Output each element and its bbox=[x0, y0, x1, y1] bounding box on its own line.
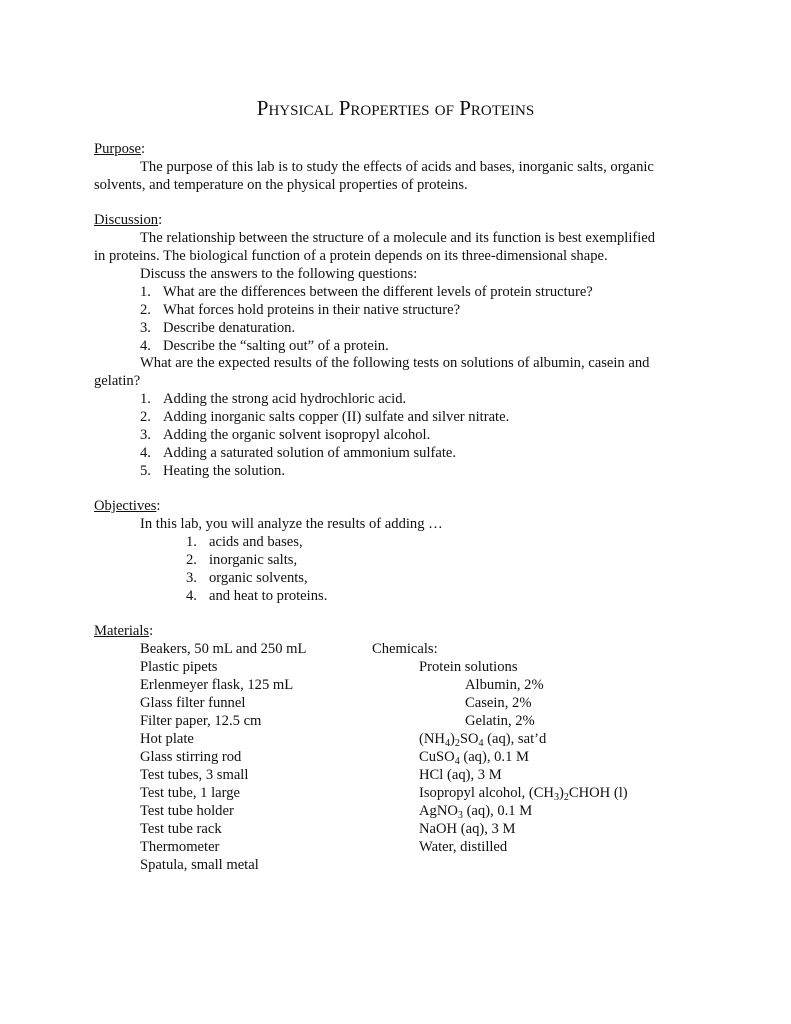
chemical-item-copper-sulfate: CuSO$_4$ (aq), 0.1 M bbox=[419, 749, 529, 767]
test-text: Heating the solution. bbox=[163, 463, 286, 479]
discussion-line-1: The relationship between the structure of a molecule and its function is best exemplified bbox=[140, 230, 656, 246]
discussion-heading-text: Discussion bbox=[94, 212, 159, 228]
chemical-item-water: Water, distilled bbox=[419, 839, 508, 855]
equipment-item: Plastic pipets bbox=[140, 659, 218, 675]
question-text: What forces hold proteins in their native structure? bbox=[163, 302, 461, 318]
objective-text: inorganic salts, bbox=[209, 552, 298, 568]
objective-item: 3. organic solvents, bbox=[186, 570, 308, 586]
protein-solutions-label: Protein solutions bbox=[419, 659, 518, 675]
discussion-heading: Discussion: bbox=[94, 212, 163, 228]
discussion-line-2: in proteins. The biological function of a protein depends on its three-dimensional shape. bbox=[94, 248, 608, 264]
test-text: Adding inorganic salts copper (II) sulfate and silver nitrate. bbox=[163, 409, 510, 425]
objective-item: 4. and heat to proteins. bbox=[186, 588, 328, 604]
objective-text: and heat to proteins. bbox=[209, 588, 328, 604]
question-text: What are the differences between the different levels of protein structure? bbox=[163, 284, 593, 300]
equipment-item: Hot plate bbox=[140, 731, 194, 747]
purpose-heading-text: Purpose bbox=[94, 141, 142, 157]
equipment-item: Glass stirring rod bbox=[140, 749, 242, 765]
test-item: 5. Heating the solution. bbox=[140, 463, 286, 479]
purpose-heading: Purpose: bbox=[94, 141, 146, 157]
question-text: Describe denaturation. bbox=[163, 320, 296, 336]
test-item: 4. Adding a saturated solution of ammonium sulfate. bbox=[140, 445, 457, 461]
equipment-item: Glass filter funnel bbox=[140, 695, 246, 711]
materials-heading: Materials: bbox=[94, 623, 154, 639]
protein-item: Casein, 2% bbox=[465, 695, 532, 711]
equipment-item: Test tube holder bbox=[140, 803, 234, 819]
discussion-prompt-2-cont: gelatin? bbox=[94, 373, 141, 389]
question-item: 1. What are the differences between the different levels of protein structure? bbox=[140, 284, 593, 300]
equipment-item: Test tube, 1 large bbox=[140, 785, 241, 801]
discussion-prompt-2: What are the expected results of the following tests on solutions of albumin, casein and bbox=[140, 355, 650, 371]
question-item: 3. Describe denaturation. bbox=[140, 320, 296, 336]
test-text: Adding the organic solvent isopropyl alcohol. bbox=[163, 427, 431, 443]
test-text: Adding a saturated solution of ammonium sulfate. bbox=[163, 445, 457, 461]
equipment-item: Test tube rack bbox=[140, 821, 222, 837]
equipment-item: Beakers, 50 mL and 250 mL bbox=[140, 641, 307, 657]
protein-item: Albumin, 2% bbox=[465, 677, 544, 693]
equipment-item: Filter paper, 12.5 cm bbox=[140, 713, 262, 729]
purpose-line-1: The purpose of this lab is to study the effects of acids and bases, inorganic salts, organic bbox=[140, 159, 654, 175]
objective-text: organic solvents, bbox=[209, 570, 308, 586]
question-item: 4. Describe the “salting out” of a protein. bbox=[140, 338, 389, 354]
chemical-item-ammonium-sulfate: $(NH_4)_2SO_4$ (aq), sat’d bbox=[419, 731, 547, 749]
test-text: Adding the strong acid hydrochloric acid. bbox=[163, 391, 407, 407]
chemical-item-naoh: NaOH (aq), 3 M bbox=[419, 821, 516, 837]
chemical-item-isopropyl: Isopropyl alcohol, $(CH_3)_2CHOH$ (l) bbox=[419, 785, 628, 803]
equipment-item: Thermometer bbox=[140, 839, 220, 855]
equipment-item: Test tubes, 3 small bbox=[140, 767, 249, 783]
question-text: Describe the “salting out” of a protein. bbox=[163, 338, 389, 354]
test-item: 3. Adding the organic solvent isopropyl alcohol. bbox=[140, 427, 431, 443]
test-item: 1. Adding the strong acid hydrochloric acid. bbox=[140, 391, 407, 407]
page-title: Physical Properties of Proteins bbox=[256, 96, 535, 120]
discussion-prompt-1: Discuss the answers to the following questions: bbox=[140, 266, 418, 282]
objectives-heading: Objectives: bbox=[94, 498, 161, 514]
purpose-line-2: solvents, and temperature on the physical properties of proteins. bbox=[94, 177, 468, 193]
chemical-item-hcl: HCl (aq), 3 M bbox=[419, 767, 502, 783]
materials-heading-text: Materials bbox=[94, 623, 150, 639]
equipment-item: Spatula, small metal bbox=[140, 857, 259, 873]
objectives-intro: In this lab, you will analyze the results of adding … bbox=[140, 516, 443, 532]
objective-item: 1. acids and bases, bbox=[186, 534, 303, 550]
chemicals-heading: Chemicals: bbox=[372, 641, 438, 657]
question-item: 2. What forces hold proteins in their native structure? bbox=[140, 302, 461, 318]
objective-item: 2. inorganic salts, bbox=[186, 552, 298, 568]
chemical-item-silver-nitrate: AgNO$_3$ (aq), 0.1 M bbox=[419, 803, 533, 821]
equipment-item: Erlenmeyer flask, 125 mL bbox=[140, 677, 294, 693]
protein-item: Gelatin, 2% bbox=[465, 713, 535, 729]
objectives-heading-text: Objectives bbox=[94, 498, 157, 514]
objective-text: acids and bases, bbox=[209, 534, 303, 550]
test-item: 2. Adding inorganic salts copper (II) sulfate and silver nitrate. bbox=[140, 409, 510, 425]
